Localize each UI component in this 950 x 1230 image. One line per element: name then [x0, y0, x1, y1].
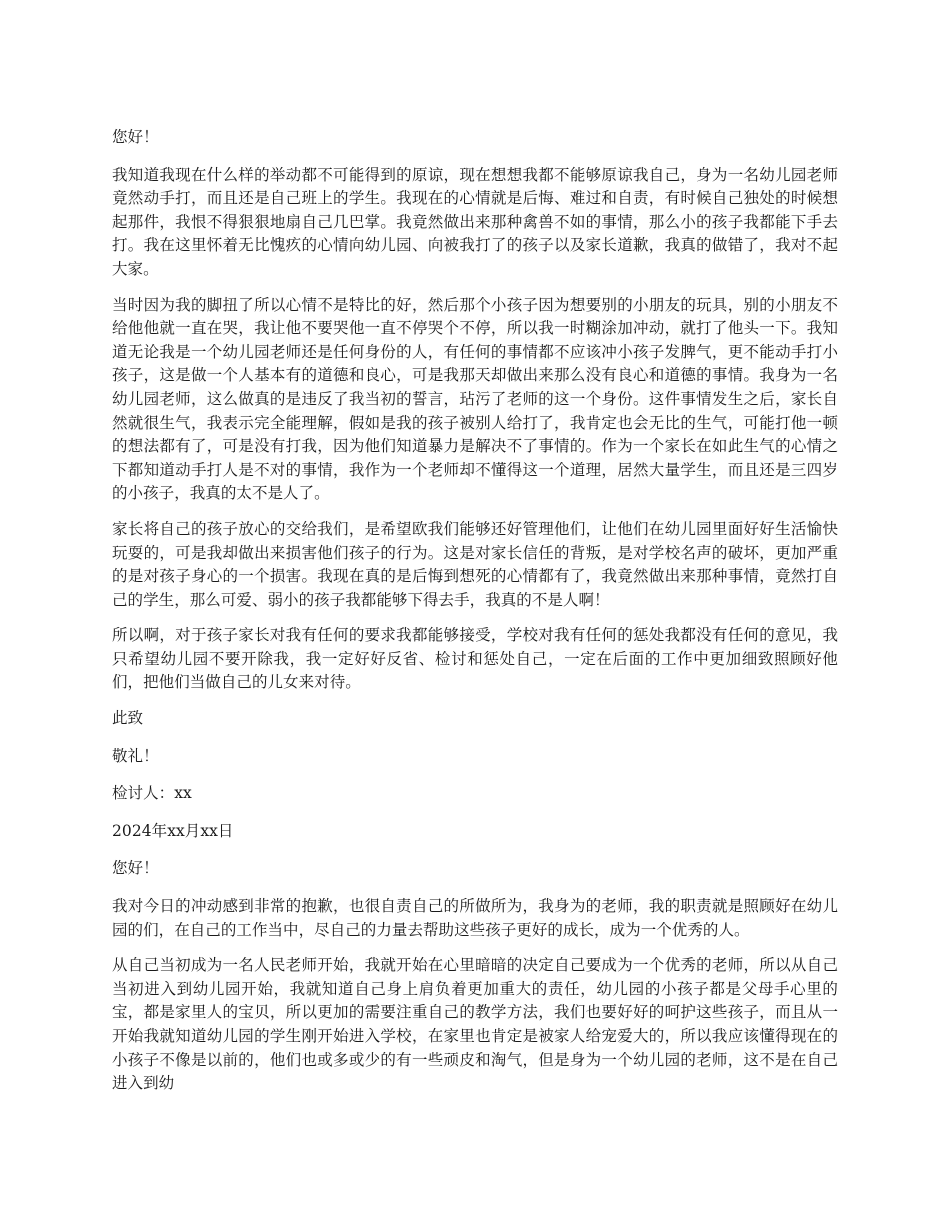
signer-line: 检讨人：xx [112, 784, 192, 803]
greeting: 您好！ [112, 128, 159, 146]
paragraph-acceptance: 所以啊，对于孩子家长对我有任何的要求我都能够接受，学校对我有任何的惩处我都没有任何的意见，我只希望幼儿园不要开除我，我一定好好反省、检讨和惩处自己，一定在后面的工作中更加细致照顾好他们，把他们当做自己的儿女来对待。 [112, 626, 838, 692]
closing-regards: 敬礼！ [112, 746, 159, 765]
paragraph-apology: 我知道我现在什么样的举动都不可能得到的原谅，现在想想我都不能够原谅我自己，身为一名幼儿园老师竟然动手打，而且还是自己班上的学生。我现在的心情就是后悔、难过和自责，有时候自己独处的时候想起那件，我恨不得狠狠地扇自己几巴掌。我竟然做出来那种禽兽不如的事情，那么小的孩子我都能下手去打。我在这里怀着无比愧疚的心情向幼儿园、向被我打了的孩子以及家长道歉，我真的做错了，我对不起大家。 [112, 165, 838, 278]
closing-salutation: 此致 [112, 709, 144, 728]
paragraph-parents-trust: 家长将自己的孩子放心的交给我们，是希望欧我们能够还好管理他们，让他们在幼儿园里面好好生活愉快玩耍的，可是我却做出来损害他们孩子的行为。这是对家长信任的背叛，是对学校名声的破坏，更加严重的是对孩子身心的一个损害。我现在真的是后悔到想死的心情都有了，我竟然做出来那种事情，竟然打自己的学生，那么可爱、弱小的孩子我都能够下得去手，我真的不是人啊！ [112, 519, 838, 609]
paragraph-responsibility: 从自己当初成为一名人民老师开始，我就开始在心里暗暗的决定自己要成为一个优秀的老师，所以从自己当初进入到幼儿园开始，我就知道自己身上肩负着更加重大的责任，幼儿园的小孩子都是父母手心里的宝，都是家里人的宝贝，所以更加的需要注重自己的教学方法，我们也要好好的呵护这些孩子，而且从一开始我就知道幼儿园的学生刚开始进入学校，在家里也肯定是被家人给宠爱大的，所以我应该懂得现在的小孩子不像是以前的，他们也或多或少的有一些顽皮和淘气，但是身为一个幼儿园的老师，这不是在自己进入到幼 [112, 956, 838, 1093]
date-line: 2024年xx月xx日 [112, 821, 234, 840]
greeting-second: 您好！ [112, 859, 159, 878]
paragraph-regret: 我对今日的冲动感到非常的抱歉，也很自责自己的所做所为，我身为的老师，我的职责就是照顾好在幼儿园的们，在自己的工作当中，尽自己的力量去帮助这些孩子更好的成长，成为一个优秀的人。 [112, 897, 838, 939]
paragraph-incident: 当时因为我的脚扭了所以心情不是特比的好，然后那个小孩子因为想要别的小朋友的玩具，别的小朋友不给他他就一直在哭，我让他不要哭他一直不停哭个不停，所以我一时糊涂加冲动，就打了他头一下。我知道无论我是一个幼儿园老师还是任何身份的人，有任何的事情都不应该冲小孩子发脾气，更不能动手打小孩子，这是做一个人基本有的道德和良心，可是我那天却做出来那么没有良心和道德的事情。我身为一名幼儿园老师，这么做真的是违反了我当初的誓言，玷污了老师的这一个身份。这件事情发生之后，家长自然就很生气，我表示完全能理解，假如是我的孩子被别人给打了，我肯定也会无比的生气，可能打他一顿的想法都有了，可是没有打我，因为他们知道暴力是解决不了事情的。作为一个家长在如此生气的心情之下都知道动手打人是不对的事情，我作为一个老师却不懂得这一个道理，居然大量学生，而且还是三四岁的小孩子，我真的太不是人了。 [112, 295, 838, 503]
